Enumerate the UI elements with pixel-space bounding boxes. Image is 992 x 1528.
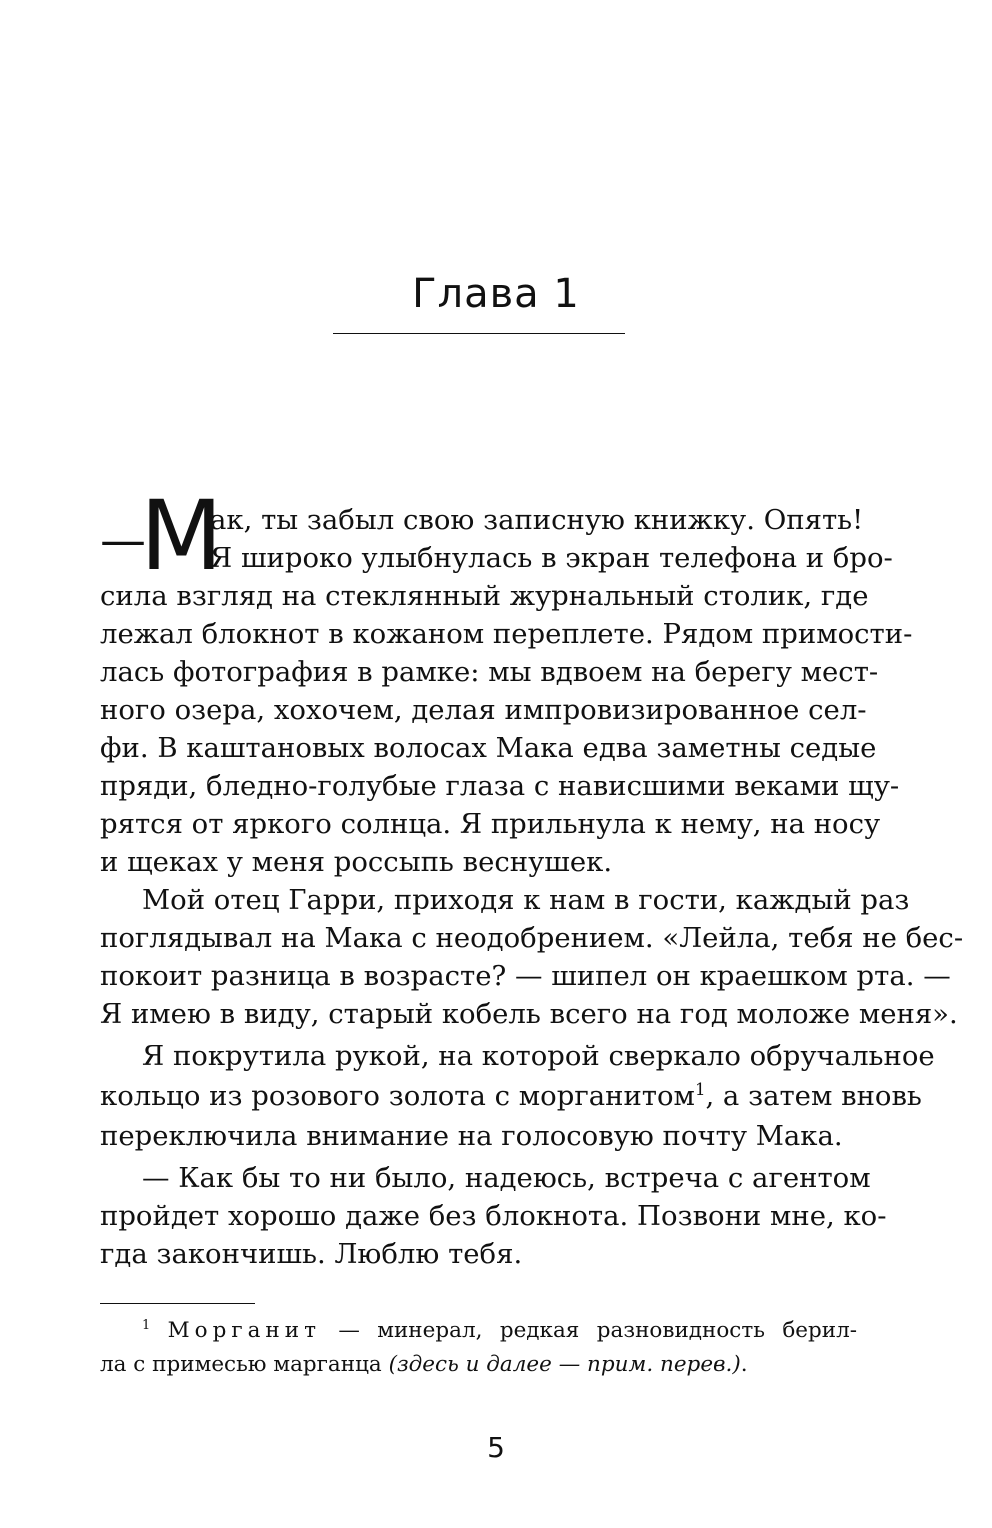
text-line: Я широко улыбнулась в экран телефона и бро- <box>210 542 893 574</box>
footnote-ref[interactable]: 1 <box>694 1079 706 1099</box>
footnote-line <box>100 1350 748 1380</box>
footnote-term: Морганит <box>167 1318 321 1343</box>
footnote-line <box>142 1316 857 1346</box>
footnote-text: . <box>740 1352 748 1377</box>
text-line: Я покрутила рукой, на которой сверкало обручальное <box>142 1040 935 1072</box>
footnote-text: ла с примесью марганца <box>100 1352 389 1377</box>
text-line: Я имею в виду, старый кобель всего на год моложе меня». <box>100 998 958 1030</box>
drop-cap-dash: — <box>100 513 146 567</box>
footnote-marker: 1 <box>142 1317 151 1333</box>
text-line: фи. В каштановых волосах Мака едва заметны седые <box>100 732 877 764</box>
text-line: гда закончишь. Люблю тебя. <box>100 1238 523 1270</box>
text-line: ного озера, хохочем, делая импровизированное сел- <box>100 694 867 726</box>
text-line <box>100 1076 922 1116</box>
text-line: рятся от яркого солнца. Я прильнула к нему, на носу <box>100 808 881 840</box>
text-line: Мой отец Гарри, приходя к нам в гости, каждый раз <box>142 884 910 916</box>
text-line: поглядывал на Мака с неодобрением. «Лейла, тебя не бес- <box>100 922 964 954</box>
text-segment: , а затем вновь <box>705 1080 922 1112</box>
text-line: переключила внимание на голосовую почту Мака. <box>100 1120 843 1152</box>
text-line: пряди, бледно-голубые глаза с нависшими веками щу- <box>100 770 900 802</box>
text-line: покоит разница в возрасте? — шипел он краешком рта. — <box>100 960 951 992</box>
footnote-divider <box>100 1303 255 1304</box>
drop-cap-letter: М <box>140 480 223 592</box>
text-line: сила взгляд на стеклянный журнальный столик, где <box>100 580 869 612</box>
title-divider <box>333 333 625 334</box>
text-segment: кольцо из розового золота с морганитом <box>100 1080 695 1112</box>
text-line: и щеках у меня россыпь веснушек. <box>100 846 613 878</box>
text-line: — Как бы то ни было, надеюсь, встреча с агентом <box>142 1162 871 1194</box>
footnote-text: — минерал, редкая разновидность берил- <box>320 1318 858 1343</box>
page-number: 5 <box>487 1431 505 1464</box>
footnote-note: (здесь и далее — прим. перев.) <box>388 1352 741 1377</box>
text-line: лежал блокнот в кожаном переплете. Рядом примости- <box>100 618 913 650</box>
chapter-title: Глава 1 <box>412 271 580 317</box>
text-line: пройдет хорошо даже без блокнота. Позвони мне, ко- <box>100 1200 887 1232</box>
text-line: ак, ты забыл свою записную книжку. Опять! <box>210 504 864 536</box>
text-line: лась фотография в рамке: мы вдвоем на берегу мест- <box>100 656 879 688</box>
